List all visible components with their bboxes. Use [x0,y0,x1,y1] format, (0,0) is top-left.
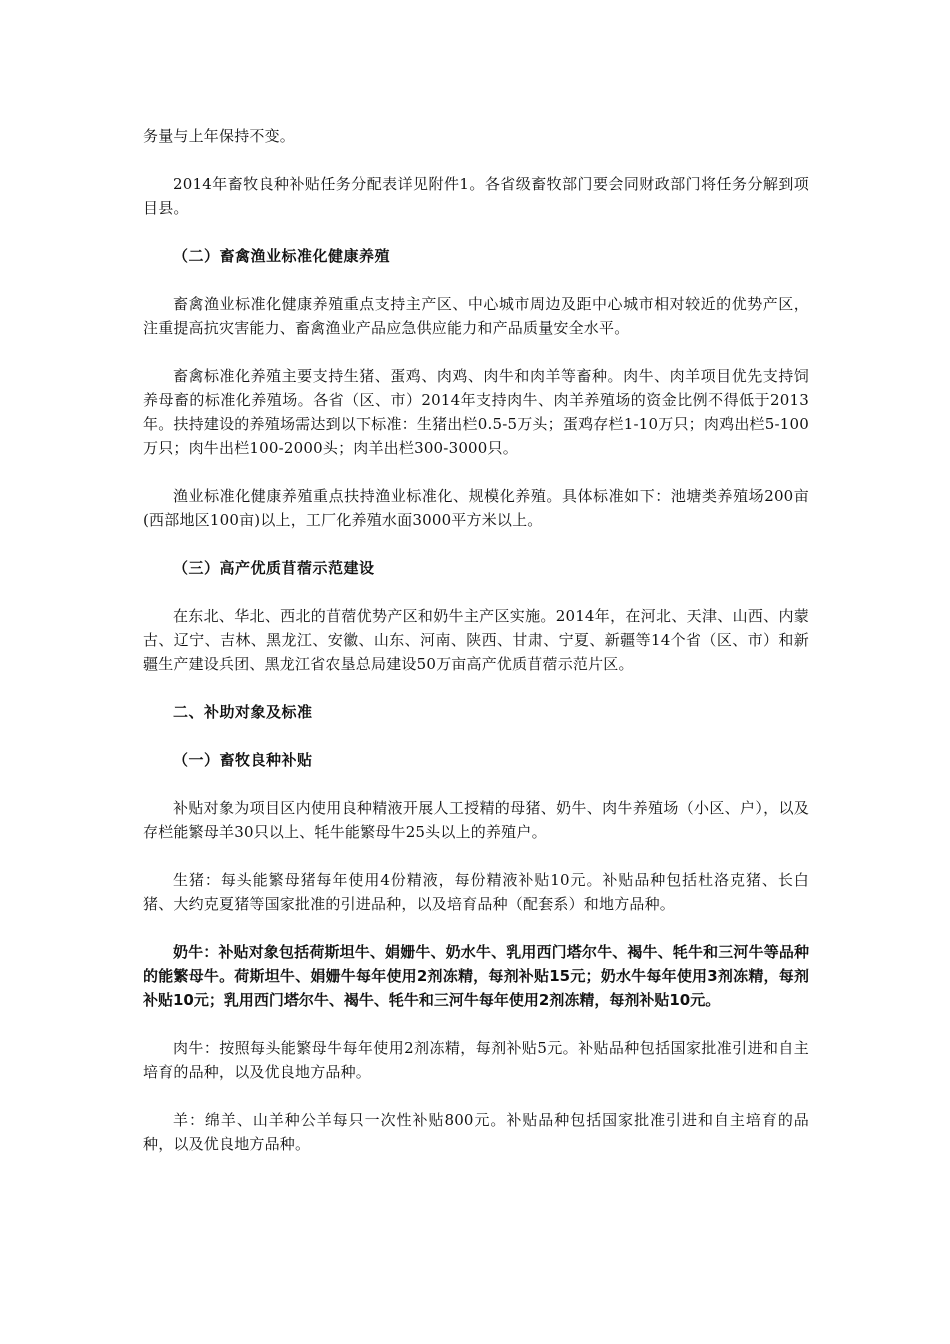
paragraph-fishery-standards: 渔业标准化健康养殖重点扶持渔业标准化、规模化养殖。具体标准如下：池塘类养殖场200亩(西部地区100亩)以上，工厂化养殖水面3000平方米以上。 [143,487,809,529]
paragraph-dairy-subsidy: 奶牛：补贴对象包括荷斯坦牛、娟姗牛、奶水牛、乳用西门塔尔牛、褐牛、牦牛和三河牛等品种的能繁母牛。荷斯坦牛、娟姗牛每年使用2剂冻精，每剂补贴15元；奶水牛每年使用3剂冻精，每剂补贴10元；乳用西门塔尔牛、褐牛、牦牛和三河牛每年使用2剂冻精，每剂补贴10元。 [143,943,809,1009]
paragraph-pig-subsidy: 生猪：每头能繁母猪每年使用4份精液，每份精液补贴10元。补贴品种包括杜洛克猪、长白猪、大约克夏猪等国家批准的引进品种，以及培育品种（配套系）和地方品种。 [143,871,809,913]
heading-breed-subsidy: （一）畜牧良种补贴 [173,751,313,769]
heading-standardized-breeding: （二）畜禽渔业标准化健康养殖 [173,247,391,265]
paragraph-sheep-subsidy: 羊：绵羊、山羊种公羊每只一次性补贴800元。补贴品种包括国家批准引进和自主培育的品种，以及优良地方品种。 [143,1111,809,1153]
paragraph-beef-subsidy: 肉牛：按照每头能繁母牛每年使用2剂冻精，每剂补贴5元。补贴品种包括国家批准引进和自主培育的品种，以及优良地方品种。 [143,1039,809,1081]
paragraph-continuation: 务量与上年保持不变。 [143,127,296,145]
document-body [143,124,809,1180]
paragraph-alfalfa-regions: 在东北、华北、西北的苜蓿优势产区和奶牛主产区实施。2014年，在河北、天津、山西、内蒙古、辽宁、吉林、黑龙江、安徽、山东、河南、陕西、甘肃、宁夏、新疆等14个省（区、市）和新疆生产建设兵团、黑龙江省农垦总局建设50万亩高产优质苜蓿示范片区。 [143,607,809,673]
heading-subsidy-targets: 二、补助对象及标准 [173,703,313,721]
paragraph-subsidy-recipients: 补贴对象为项目区内使用良种精液开展人工授精的母猪、奶牛、肉牛养殖场（小区、户），以及存栏能繁母羊30只以上、牦牛能繁母牛25头以上的养殖户。 [143,799,809,841]
paragraph-livestock-standards: 畜禽标准化养殖主要支持生猪、蛋鸡、肉鸡、肉牛和肉羊等畜种。肉牛、肉羊项目优先支持饲养母畜的标准化养殖场。各省（区、市）2014年支持肉牛、肉羊养殖场的资金比例不得低于2013年。扶持建设的养殖场需达到以下标准：生猪出栏0.5-5万头；蛋鸡存栏1-10万只；肉鸡出栏5-100万只；肉牛出栏100-2000头；肉羊出栏300-3000只。 [143,367,809,457]
paragraph-task-allocation: 2014年畜牧良种补贴任务分配表详见附件1。各省级畜牧部门要会同财政部门将任务分解到项目县。 [143,175,809,217]
heading-alfalfa-demonstration: （三）高产优质苜蓿示范建设 [173,559,375,577]
paragraph-breeding-focus: 畜禽渔业标准化健康养殖重点支持主产区、中心城市周边及距中心城市相对较近的优势产区，注重提高抗灾害能力、畜禽渔业产品应急供应能力和产品质量安全水平。 [143,295,809,337]
